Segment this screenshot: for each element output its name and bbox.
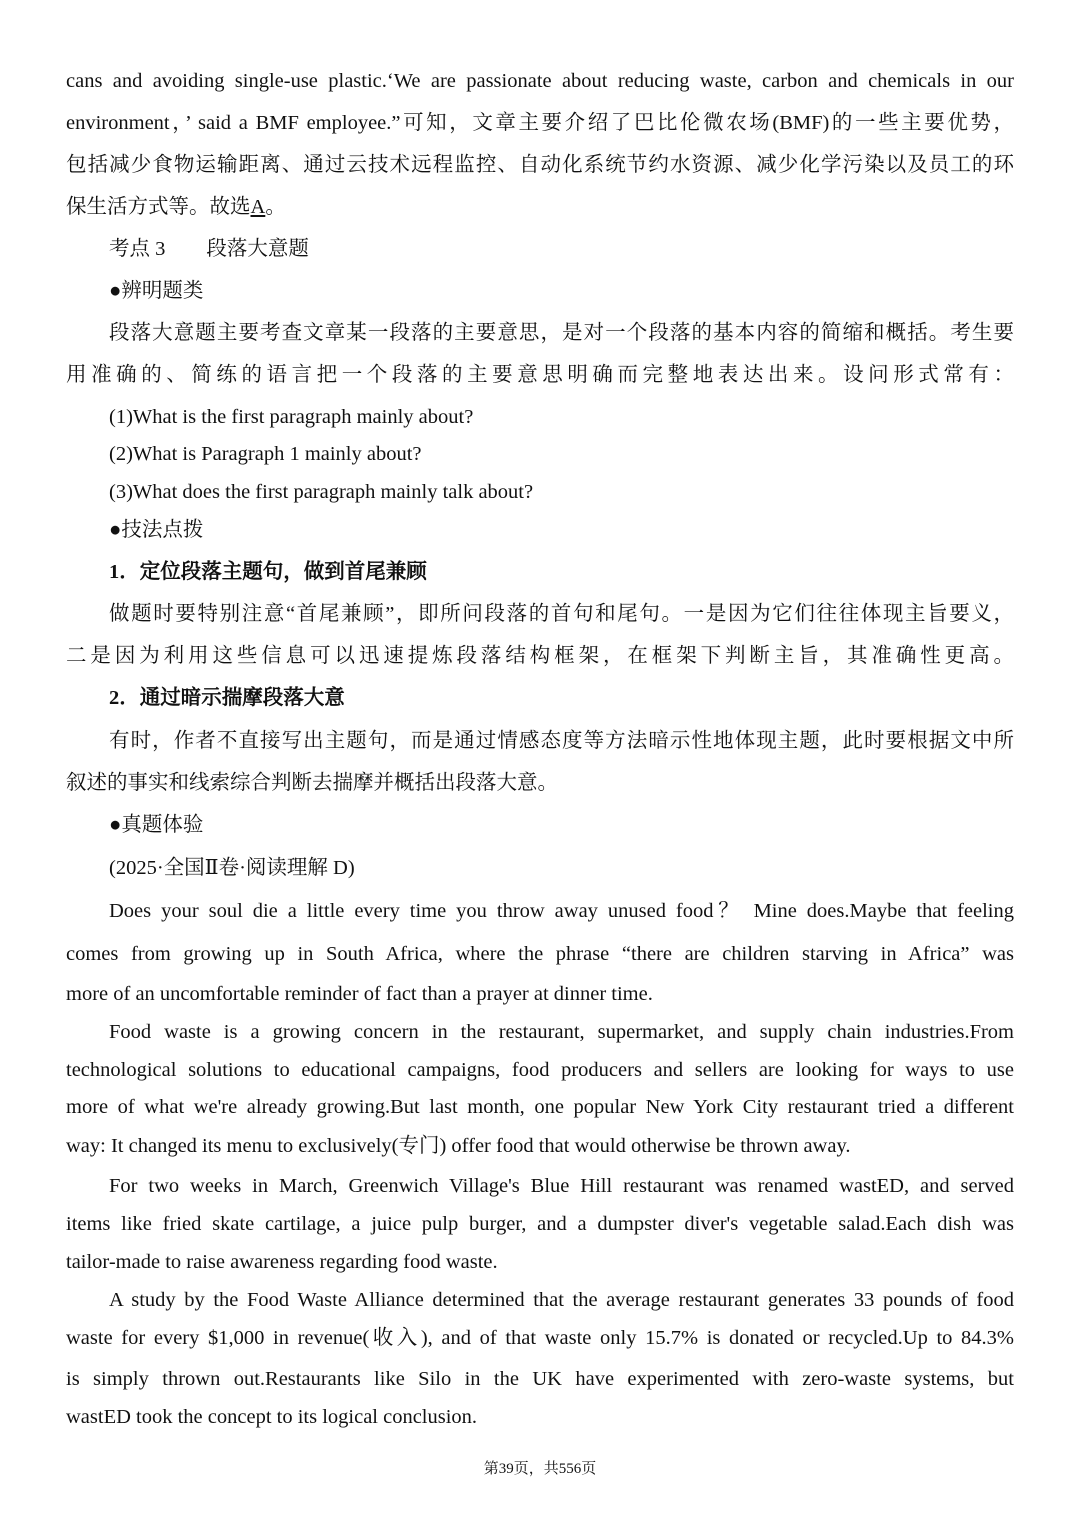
text-line: way: It changed its menu to exclusively(专门) offer food that would otherwise be thrown away. bbox=[66, 1135, 851, 1157]
section-title: 考点 3 段落大意题 bbox=[109, 238, 309, 260]
text-line: Does your soul die a little every time you throw away unused food？ Mine does.Maybe that feeling bbox=[109, 900, 1014, 922]
text-line: waste for every $1,000 in revenue(收入), and of that waste only 15.7% is donated or recycled.Up to 84.3% bbox=[66, 1327, 1014, 1349]
text-line: items like fried skate cartilage, a juice pulp burger, and a dumpster diver's vegetable salad.Each dish was bbox=[66, 1213, 1014, 1235]
text-line: more of what we're already growing.But last month, one popular New York City restaurant tried a different bbox=[66, 1096, 1014, 1118]
tip-title: 1．定位段落主题句，做到首尾兼顾 bbox=[109, 561, 427, 583]
text-line: is simply thrown out.Restaurants like Silo in the UK have experimented with zero-waste systems, but bbox=[66, 1368, 1014, 1390]
text-line: 有时，作者不直接写出主题句，而是通过情感态度等方法暗示性地体现主题，此时要根据文中所 bbox=[109, 730, 1014, 752]
text-line: technological solutions to educational campaigns, food producers and sellers are looking for ways to use bbox=[66, 1059, 1014, 1081]
subheading-tips: ●技法点拨 bbox=[109, 519, 204, 541]
answer-letter: A bbox=[250, 196, 266, 218]
text-line: 二是因为利用这些信息可以迅速提炼段落结构框架，在框架下判断主旨，其准确性更高。 bbox=[66, 645, 1014, 667]
question-form: (3)What does the first paragraph mainly talk about? bbox=[109, 481, 534, 503]
text-line: cans and avoiding single-use plastic.‘We are passionate about reducing waste, carbon and chemicals in our bbox=[66, 70, 1014, 92]
text-line: For two weeks in March, Greenwich Village's Blue Hill restaurant was renamed wastED, and served bbox=[109, 1175, 1014, 1197]
text-line: 包括减少食物运输距离、通过云技术远程监控、自动化系统节约水资源、减少化学污染以及员工的环 bbox=[66, 154, 1014, 176]
text-line: 做题时要特别注意“首尾兼顾”，即所问段落的首句和尾句。一是因为它们往往体现主旨要义， bbox=[109, 603, 1014, 625]
text-line: 叙述的事实和线索综合判断去揣摩并概括出段落大意。 bbox=[66, 772, 558, 794]
text-line: wastED took the concept to its logical conclusion. bbox=[66, 1406, 478, 1428]
text-line: tailor-made to raise awareness regarding food waste. bbox=[66, 1251, 498, 1273]
exam-source: (2025·全国Ⅱ卷·阅读理解 D) bbox=[109, 857, 355, 879]
subheading-exam: ●真题体验 bbox=[109, 814, 204, 836]
subheading-identify: ●辨明题类 bbox=[109, 280, 204, 302]
tip-title: 2．通过暗示揣摩段落大意 bbox=[109, 687, 345, 709]
text-line: Food waste is a growing concern in the restaurant, supermarket, and supply chain industries.From bbox=[109, 1021, 1014, 1043]
page-number: 第39页，共556页 bbox=[483, 1461, 597, 1477]
text-line: more of an uncomfortable reminder of fact than a prayer at dinner time. bbox=[66, 983, 653, 1005]
question-form: (2)What is Paragraph 1 mainly about? bbox=[109, 443, 422, 465]
text-line: comes from growing up in South Africa, where the phrase “there are children starving in Africa” was bbox=[66, 943, 1014, 965]
text-line: environment，’ said a BMF employee.”可知，文章主要介绍了巴比伦微农场(BMF)的一些主要优势， bbox=[66, 112, 1014, 134]
text-fragment: 保生活方式等。故选 bbox=[66, 196, 251, 218]
question-form: (1)What is the first paragraph mainly about? bbox=[109, 406, 474, 428]
text-line bbox=[66, 195, 1014, 219]
text-line: A study by the Food Waste Alliance determined that the average restaurant generates 33 pounds of food bbox=[109, 1289, 1014, 1311]
text-line: 用准确的、简练的语言把一个段落的主要意思明确而完整地表达出来。设问形式常有： bbox=[66, 364, 1014, 386]
text-line: 段落大意题主要考查文章某一段落的主要意思，是对一个段落的基本内容的简缩和概括。考生要 bbox=[109, 322, 1014, 344]
text-fragment: 。 bbox=[265, 196, 286, 218]
